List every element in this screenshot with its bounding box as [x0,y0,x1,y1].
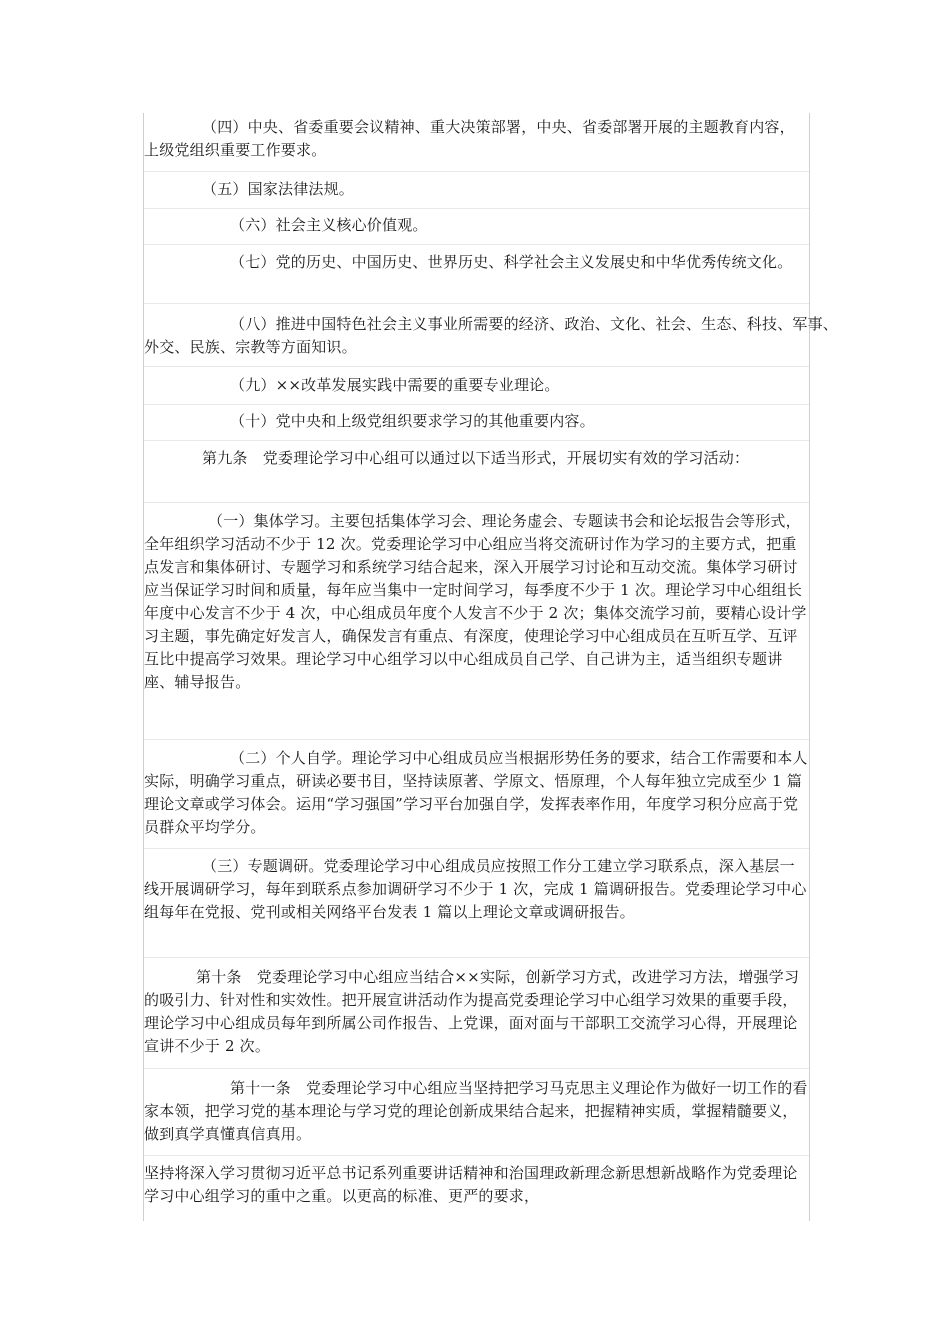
paragraph-separator [144,502,809,503]
paragraph-separator [144,366,809,367]
paragraph-separator [144,440,809,441]
paragraph-separator [144,848,809,849]
paragraph-separator [144,1155,809,1156]
paragraph-article-10: 第十条 党委理论学习中心组应当结合××实际，创新学习方式，改进学习方法，增强学习的吸引力、针对性和实效性。把开展宣讲活动作为提高党委理论学习中心组学习效果的重要手段，理论学习中心组成员每年到所属公司作报告、上党课，面对面与干部职工交流学习心得，开展理论宣讲不少于 2 次。 [144,968,800,1055]
paragraph-separator [144,739,809,740]
paragraph-item-8: （八）推进中国特色社会主义事业所需要的经济、政治、文化、社会、生态、科技、军事、外交、民族、宗教等方面知识。 [144,315,839,356]
paragraph-article-11-continued: 坚持将深入学习贯彻习近平总书记系列重要讲话精神和治国理政新理念新思想新战略作为党委理论学习中心组学习的重中之重。以更高的标准、更严的要求， [144,1164,798,1205]
paragraph-item-6: （六）社会主义核心价值观。 [230,216,428,234]
paragraph-item-5: （五）国家法律法规。 [202,180,355,198]
paragraph-separator [144,404,809,405]
paragraph-separator [144,1068,809,1069]
paragraph-item-7: （七）党的历史、中国历史、世界历史、科学社会主义发展史和中华优秀传统文化。 [230,253,793,271]
paragraph-form-1: （一）集体学习。主要包括集体学习会、理论务虚会、专题读书会和论坛报告会等形式，全年组织学习活动不少于 12 次。党委理论学习中心组应当将交流研讨作为学习的主要方式，把重点发言和集体研讨、专题学习和系统学习结合起来，深入开展学习讨论和互动交流。集体学习研讨应当保证学习时间和质量，每年应当集中一定时间学习，每季度不少于 1 次。理论学习中心组组长年度中心发言不少于 4 次，中心组成员年度个人发言不少于 2 次；集体交流学习前，要精心设计学习主题，事先确定好发言人，确保发言有重点、有深度，使理论学习中心组成员在互听互学、互评互比中提高学习效果。理论学习中心组学习以中心组成员自己学、自己讲为主，适当组织专题讲座、辅导报告。 [144,512,807,691]
paragraph-separator [144,303,809,304]
paragraph-separator [144,208,809,209]
paragraph-separator [144,244,809,245]
paragraph-form-3: （三）专题调研。党委理论学习中心组成员应按照工作分工建立学习联系点，深入基层一线开展调研学习，每年到联系点参加调研学习不少于 1 次，完成 1 篇调研报告。党委理论学习中心组每年在党报、党刊或相关网络平台发表 1 篇以上理论文章或调研报告。 [144,857,807,921]
right-margin-rule [809,113,810,1221]
paragraph-separator [144,957,809,958]
paragraph-item-4: （四）中央、省委重要会议精神、重大决策部署，中央、省委部署开展的主题教育内容，上级党组织重要工作要求。 [144,118,795,159]
paragraph-separator [144,171,809,172]
paragraph-item-9: （九）××改革发展实践中需要的重要专业理论。 [230,376,560,394]
paragraph-form-2: （二）个人自学。理论学习中心组成员应当根据形势任务的要求，结合工作需要和本人实际，明确学习重点，研读必要书目，坚持读原著、学原文、悟原理，个人每年独立完成至少 1 篇理论文章或学习体会。运用“学习强国”学习平台加强自学，发挥表率作用，年度学习积分应高于党员群众平均学分。 [144,749,808,836]
paragraph-article-9: 第九条 党委理论学习中心组可以通过以下适当形式，开展切实有效的学习活动： [202,449,750,467]
paragraph-item-10: （十）党中央和上级党组织要求学习的其他重要内容。 [230,412,595,430]
paragraph-article-11: 第十一条 党委理论学习中心组应当坚持把学习马克思主义理论作为做好一切工作的看家本领，把学习党的基本理论与学习党的理论创新成果结合起来，把握精神实质，掌握精髓要义，做到真学真懂真信真用。 [144,1079,808,1143]
